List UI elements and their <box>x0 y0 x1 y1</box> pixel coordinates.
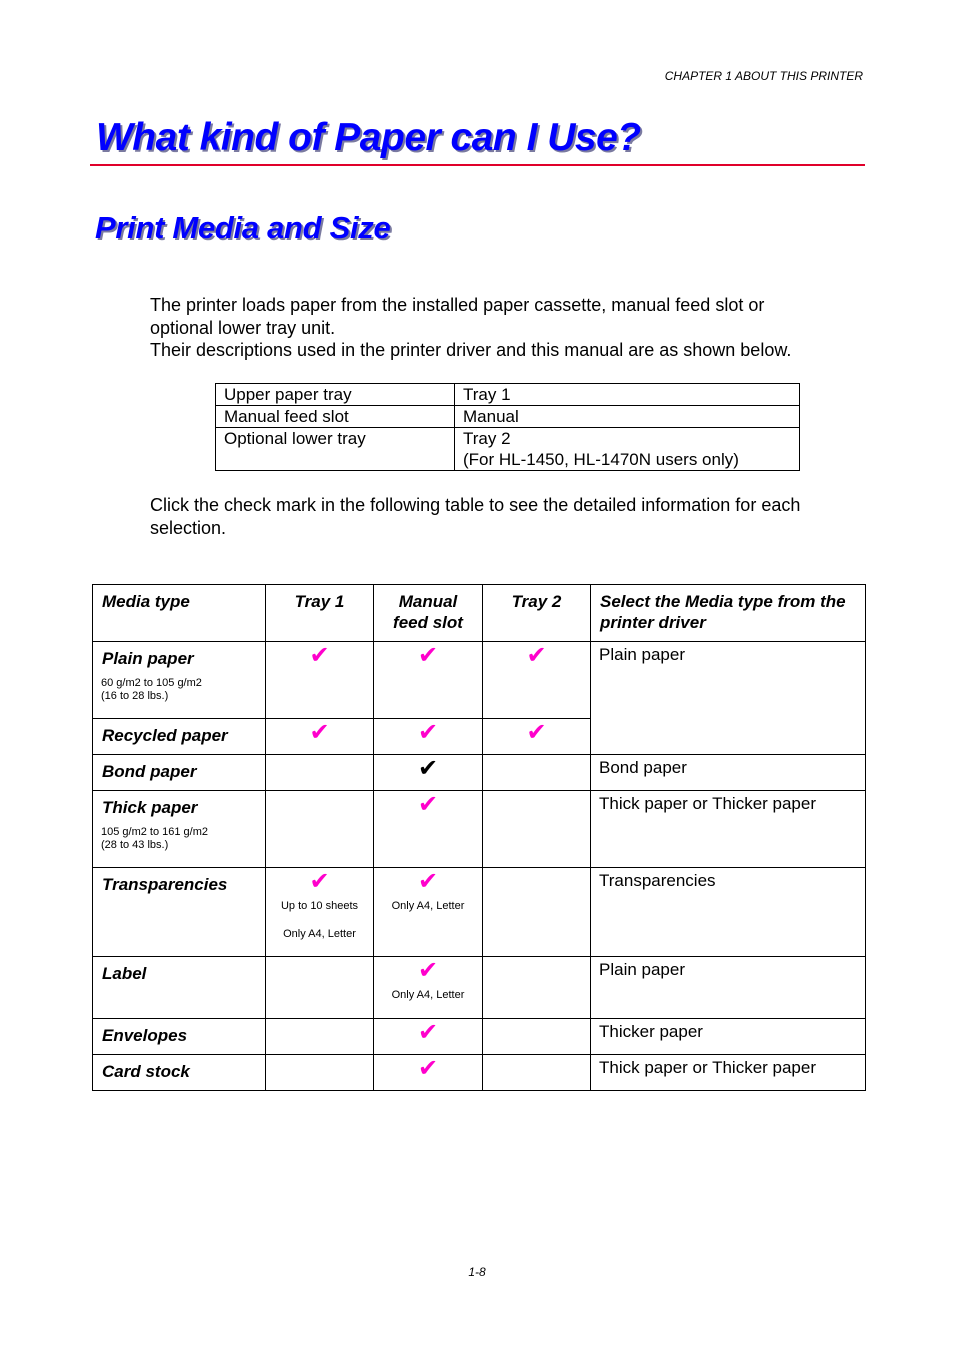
manual-cell <box>374 957 483 1019</box>
header-driver: Select the Media type from the printer driver <box>591 585 866 642</box>
check-mark-icon[interactable]: ✔ <box>417 791 439 818</box>
tray-source: Manual feed slot <box>216 406 455 428</box>
media-cell <box>93 755 266 791</box>
tray2-cell <box>483 642 591 719</box>
tray-name: Tray 2 <box>463 429 511 448</box>
driver-cell <box>591 642 866 755</box>
driver-setting: Plain paper <box>599 645 686 664</box>
page-title: What kind of Paper can I Use? <box>96 116 641 159</box>
media-name: Recycled paper <box>102 726 228 745</box>
tray-restriction-note: Only A4, Letter <box>283 928 356 940</box>
driver-setting: Thicker paper <box>599 1022 703 1041</box>
intro-line: optional lower tray unit. <box>150 317 336 338</box>
tray-names-table <box>215 383 800 471</box>
media-name: Envelopes <box>102 1026 188 1045</box>
tray-name: Tray 1 <box>455 384 800 406</box>
driver-setting: Thick paper or Thicker paper <box>599 1058 817 1077</box>
tray2-cell <box>483 791 591 868</box>
check-mark-icon[interactable]: ✔ <box>417 1055 439 1082</box>
check-mark-icon[interactable]: ✔ <box>417 642 439 669</box>
header-media-type: Media type <box>93 585 266 642</box>
check-mark-icon[interactable]: ✔ <box>526 642 547 669</box>
tray1-cell <box>266 719 374 755</box>
media-name: Plain paper <box>102 649 194 668</box>
tray1-cell <box>266 791 374 868</box>
header-manual-line: feed slot <box>393 613 463 632</box>
check-mark-icon[interactable]: ✔ <box>309 868 330 895</box>
media-cell <box>93 791 266 868</box>
title-divider <box>90 164 865 166</box>
table-row <box>93 755 866 791</box>
tray2-cell <box>483 719 591 755</box>
driver-setting: Thick paper or Thicker paper <box>599 794 817 813</box>
table-row <box>93 642 866 719</box>
table-row <box>216 384 800 406</box>
check-mark-icon[interactable]: ✔ <box>309 642 330 669</box>
media-type-table <box>92 584 866 1091</box>
media-weight: 60 g/m2 to 105 g/m2 <box>101 677 202 689</box>
media-weight: (16 to 28 lbs.) <box>101 690 169 702</box>
media-cell <box>93 957 266 1019</box>
check-mark-icon[interactable]: ✔ <box>417 957 439 984</box>
driver-cell <box>591 868 866 957</box>
tray-source: Optional lower tray <box>216 428 455 471</box>
check-mark-icon[interactable]: ✔ <box>309 719 330 746</box>
driver-cell <box>591 957 866 1019</box>
tray1-cell <box>266 1019 374 1055</box>
table-row <box>93 1019 866 1055</box>
driver-setting: Bond paper <box>599 758 687 777</box>
manual-cell <box>374 642 483 719</box>
tray-restriction-note: Up to 10 sheets <box>280 900 359 912</box>
click-instruction <box>150 494 870 539</box>
tray2-cell <box>483 868 591 957</box>
manual-cell <box>374 719 483 755</box>
table-row <box>216 428 800 471</box>
tray2-cell <box>483 957 591 1019</box>
media-weight: 105 g/m2 to 161 g/m2 <box>101 826 209 838</box>
intro-line: The printer loads paper from the installed paper cassette, manual feed slot or <box>150 295 765 315</box>
media-name: Bond paper <box>102 762 197 781</box>
check-mark-icon[interactable]: ✔ <box>417 1019 439 1046</box>
intro-line: Their descriptions used in the printer driver and this manual are as shown below. <box>150 340 792 360</box>
media-name: Card stock <box>102 1062 190 1081</box>
media-cell <box>93 719 266 755</box>
driver-cell <box>591 1055 866 1091</box>
tray1-cell <box>266 642 374 719</box>
media-cell <box>93 868 266 957</box>
table-row <box>93 868 866 957</box>
check-mark-icon[interactable]: ✔ <box>417 719 439 746</box>
media-name: Label <box>102 964 147 983</box>
driver-cell <box>591 791 866 868</box>
chapter-header: CHAPTER 1 ABOUT THIS PRINTER <box>664 69 863 83</box>
tray1-cell <box>266 957 374 1019</box>
tray1-cell <box>266 868 374 957</box>
check-mark-icon[interactable]: ✔ <box>526 719 547 746</box>
driver-cell <box>591 755 866 791</box>
header-manual-line: Manual <box>398 592 458 611</box>
manual-cell <box>374 1055 483 1091</box>
tray-name-cell <box>455 428 800 471</box>
header-tray1: Tray 1 <box>266 585 374 642</box>
table-header-row <box>93 585 866 642</box>
check-mark-icon[interactable]: ✔ <box>417 755 439 782</box>
media-cell <box>93 642 266 719</box>
header-tray2: Tray 2 <box>483 585 591 642</box>
table-row <box>93 791 866 868</box>
tray2-cell <box>483 1019 591 1055</box>
tray-source: Upper paper tray <box>216 384 455 406</box>
manual-cell <box>374 868 483 957</box>
instruction-line: selection. <box>150 517 227 538</box>
tray2-cell <box>483 1055 591 1091</box>
manual-cell <box>374 791 483 868</box>
tray-restriction-note: Only A4, Letter <box>391 900 465 912</box>
table-row <box>216 406 800 428</box>
driver-setting: Plain paper <box>599 960 686 979</box>
table-row <box>93 1055 866 1091</box>
check-mark-icon[interactable]: ✔ <box>417 868 439 895</box>
tray-restriction-note: Only A4, Letter <box>391 989 465 1001</box>
driver-cell <box>591 1019 866 1055</box>
manual-cell <box>374 755 483 791</box>
manual-cell <box>374 1019 483 1055</box>
tray-note: (For HL-1450, HL-1470N users only) <box>463 450 739 469</box>
media-cell <box>93 1055 266 1091</box>
instruction-line: Click the check mark in the following table to see the detailed information for each <box>150 495 801 515</box>
media-cell <box>93 1019 266 1055</box>
intro-paragraph <box>150 294 870 362</box>
tray2-cell <box>483 755 591 791</box>
driver-setting: Transparencies <box>599 871 716 890</box>
tray1-cell <box>266 755 374 791</box>
tray1-cell <box>266 1055 374 1091</box>
media-name: Thick paper <box>102 798 198 817</box>
media-name: Transparencies <box>102 875 228 894</box>
table-row <box>93 957 866 1019</box>
tray-name: Manual <box>455 406 800 428</box>
section-title: Print Media and Size <box>95 210 391 245</box>
media-weight: (28 to 43 lbs.) <box>101 839 169 851</box>
header-manual <box>374 585 483 642</box>
page-number: 1-8 <box>468 1265 486 1279</box>
